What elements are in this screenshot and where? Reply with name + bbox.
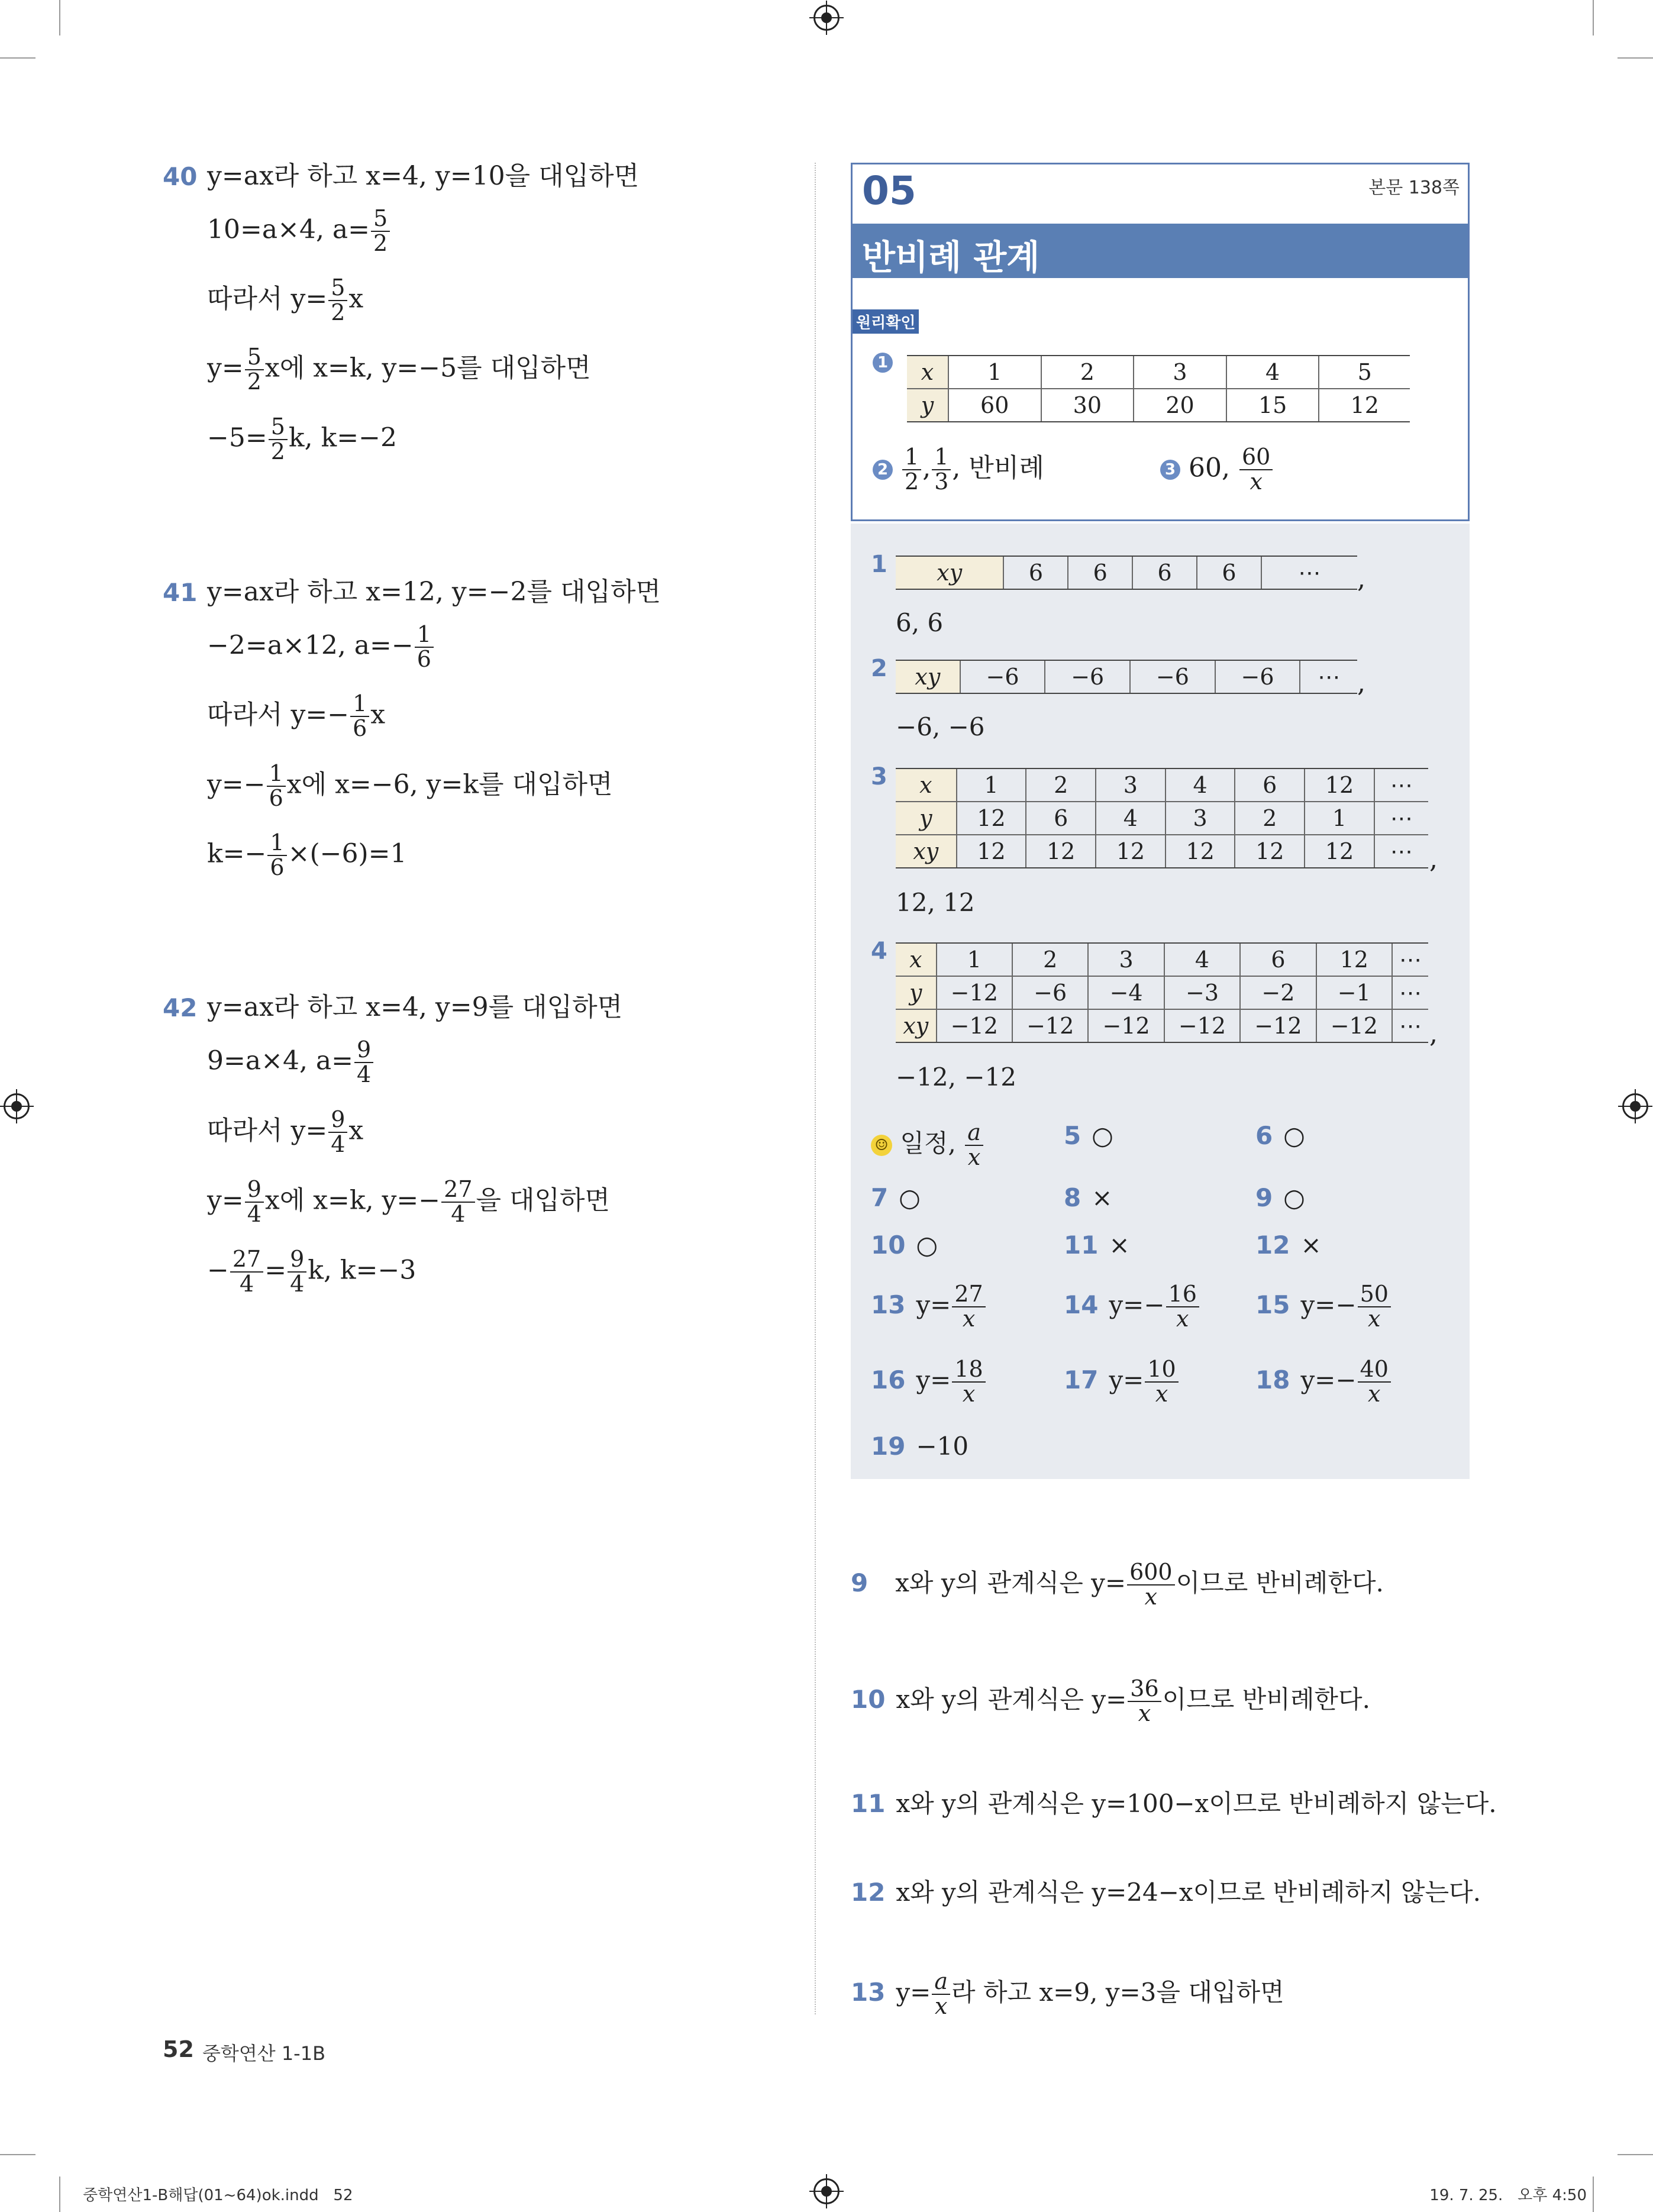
table-cell: ⋯	[1392, 1009, 1428, 1042]
explanation-10: 10 x와 y의 관계식은 y= $\frac{36}{x}$ 이므로 반비례한다.	[851, 1675, 1370, 1726]
table-cell: −12	[1088, 1009, 1164, 1042]
principle-tag: 원리확인	[853, 309, 919, 334]
table-cell: 6	[1235, 768, 1305, 802]
crop-mark	[0, 57, 35, 59]
problem-number: 42	[163, 993, 198, 1022]
file-slug: 중학연산1-B해답(01~64)ok.indd 52	[83, 2187, 353, 2204]
table-cell: 1	[957, 768, 1026, 802]
table-cell: xy	[896, 660, 960, 693]
table-cell: xy	[896, 556, 1003, 589]
table-cell: 12	[1026, 835, 1096, 868]
table-cell: −6	[960, 660, 1045, 693]
registration-mark-icon	[1622, 1093, 1648, 1119]
table-cell: −12	[1316, 1009, 1392, 1042]
answer-14: 14 y=− $\frac{16}{x}$	[1064, 1283, 1200, 1331]
page-number: 52	[163, 2036, 194, 2062]
table-cell: 6	[1132, 556, 1197, 589]
problem-number: 41	[163, 578, 198, 607]
table-cell: −2	[1240, 976, 1316, 1009]
comma: ,	[1357, 564, 1365, 594]
table-cell: −6	[1045, 660, 1130, 693]
table-cell: −3	[1164, 976, 1240, 1009]
solution-line: − $\frac{27}{4}$ = $\frac{9}{4}$ k, k=−3	[207, 1246, 417, 1297]
table-cell: 12	[957, 835, 1026, 868]
principle-2: 2 $\frac{1}{2}$ , $\frac{1}{3}$ , 반비례	[873, 445, 1044, 494]
table-cell: 12	[1166, 835, 1235, 868]
table-cell: ⋯	[1392, 976, 1428, 1009]
solution-line: k=− $\frac{1}{6}$ ×(−6)=1	[207, 829, 407, 880]
registration-mark-icon	[813, 2178, 840, 2204]
answer-number: 1	[871, 551, 887, 578]
registration-mark-icon	[813, 5, 840, 31]
principle-3: 3 60, $\frac{60}{x}$	[1160, 445, 1274, 494]
answer-5: 5 ○	[1064, 1121, 1113, 1150]
table-cell: 12	[1305, 768, 1374, 802]
answer-19: 19 −10	[871, 1432, 969, 1461]
solution-line: y=− $\frac{1}{6}$ x에 x=−6, y=k를 대입하면	[207, 760, 613, 811]
table-cell: 1	[1305, 802, 1374, 835]
principle-box	[851, 163, 1470, 521]
table-cell: 3	[1088, 943, 1164, 976]
column-divider	[815, 163, 816, 2014]
answer-result: −6, −6	[896, 712, 985, 741]
solution-line: 따라서 y= $\frac{9}{4}$ x	[207, 1106, 364, 1157]
section-title: 반비례 관계	[862, 237, 1040, 277]
crop-mark	[1618, 57, 1653, 59]
table-cell: 1	[948, 356, 1041, 389]
table-cell: −12	[937, 1009, 1012, 1042]
table-cell: 20	[1134, 389, 1226, 422]
table-cell: xy	[896, 1009, 937, 1042]
table-cell: 12	[1319, 389, 1410, 422]
table-cell: 6	[1068, 556, 1132, 589]
table-cell: 1	[937, 943, 1012, 976]
comma: ,	[1357, 668, 1365, 698]
print-timestamp: 19. 7. 25. 오후 4:50	[1429, 2187, 1587, 2204]
table-cell: 12	[1305, 835, 1374, 868]
table-cell: −6	[1012, 976, 1088, 1009]
answer-7: 7 ○	[871, 1183, 921, 1212]
crop-mark	[59, 0, 60, 35]
table-cell: 2	[1041, 356, 1134, 389]
section-title-bar	[853, 224, 1468, 278]
table-cell: 4	[1226, 356, 1319, 389]
answer-number: 2	[871, 655, 887, 682]
table-cell: y	[907, 389, 948, 422]
table-cell: 6	[1026, 802, 1096, 835]
table-cell: 3	[1096, 768, 1166, 802]
table-cell: −12	[1164, 1009, 1240, 1042]
answer-13: 13 y= $\frac{27}{x}$	[871, 1283, 987, 1331]
table-cell: y	[896, 802, 957, 835]
answer-table-3	[896, 768, 1428, 868]
answer-9: 9 ○	[1255, 1183, 1305, 1212]
table-cell: 2	[1012, 943, 1088, 976]
solution-line: −2=a×12, a=− $\frac{1}{6}$	[207, 623, 435, 671]
comma: ,	[1429, 844, 1438, 874]
table-cell: −1	[1316, 976, 1392, 1009]
solution-line: y= $\frac{9}{4}$ x에 x=k, y=− $\frac{27}{4}$ 을 대입하면	[207, 1176, 611, 1227]
table-cell: −6	[1215, 660, 1300, 693]
answer-18: 18 y=− $\frac{40}{x}$	[1255, 1358, 1392, 1406]
section-number: 05	[862, 168, 916, 214]
answer-12: 12 ×	[1255, 1231, 1322, 1260]
answer-15: 15 y=− $\frac{50}{x}$	[1255, 1283, 1392, 1331]
answer-result: 6, 6	[896, 608, 944, 637]
smile-icon: ☺	[871, 1135, 892, 1156]
table-cell: 12	[1316, 943, 1392, 976]
table-cell: 12	[957, 802, 1026, 835]
solution-line: 9=a×4, a= $\frac{9}{4}$	[207, 1038, 374, 1087]
table-cell: x	[896, 943, 937, 976]
solution-line: 따라서 y= $\frac{5}{2}$ x	[207, 275, 364, 325]
solution-line: 10=a×4, a= $\frac{5}{2}$	[207, 207, 391, 256]
table-cell: ⋯	[1374, 802, 1428, 835]
table-cell: 6	[1003, 556, 1068, 589]
table-cell: −12	[937, 976, 1012, 1009]
table-cell: 5	[1319, 356, 1410, 389]
explanation-12: 12 x와 y의 관계식은 y=24−x이므로 반비례하지 않는다.	[851, 1878, 1481, 1907]
circle-number: 1	[873, 353, 893, 373]
table-cell: 4	[1166, 768, 1235, 802]
answer-result: 12, 12	[896, 888, 975, 917]
table-cell: ⋯	[1392, 943, 1428, 976]
registration-mark-icon	[4, 1093, 30, 1119]
table-cell: 4	[1096, 802, 1166, 835]
explanation-9: 9 x와 y의 관계식은 y= $\frac{600}{x}$ 이므로 반비례한다.	[851, 1559, 1384, 1610]
table-cell: 3	[1166, 802, 1235, 835]
solution-line: −5= $\frac{5}{2}$ k, k=−2	[207, 414, 397, 464]
crop-mark	[1593, 2177, 1594, 2212]
table-cell: 30	[1041, 389, 1134, 422]
crop-mark	[1618, 2154, 1653, 2155]
table-cell: 2	[1235, 802, 1305, 835]
answer-11: 11 ×	[1064, 1231, 1130, 1260]
solution-line: y= $\frac{5}{2}$ x에 x=k, y=−5를 대입하면	[207, 344, 591, 395]
table-cell: ⋯	[1300, 660, 1357, 693]
answer-16: 16 y= $\frac{18}{x}$	[871, 1358, 987, 1406]
table-cell: 60	[948, 389, 1041, 422]
explanation-13: 13 y= $\frac{a}{x}$ 라 하고 x=9, y=3을 대입하면	[851, 1968, 1284, 2019]
answer-smile: ☺ 일정, $\frac{a}{x}$	[871, 1121, 984, 1170]
table-cell: ⋯	[1374, 835, 1428, 868]
answer-10: 10 ○	[871, 1231, 938, 1260]
table-cell: ⋯	[1261, 556, 1357, 589]
table-cell: 4	[1164, 943, 1240, 976]
table-cell: −12	[1012, 1009, 1088, 1042]
answer-17: 17 y= $\frac{10}{x}$	[1064, 1358, 1180, 1406]
crop-mark	[59, 2177, 60, 2212]
solution-line: 따라서 y=− $\frac{1}{6}$ x	[207, 690, 386, 741]
answer-6: 6 ○	[1255, 1121, 1305, 1150]
table-cell: 12	[1235, 835, 1305, 868]
answers-panel	[851, 524, 1470, 1479]
table-cell: −12	[1240, 1009, 1316, 1042]
table-cell: xy	[896, 835, 957, 868]
solution-line: y=ax라 하고 x=4, y=10을 대입하면	[207, 161, 640, 191]
table-cell: 6	[1197, 556, 1261, 589]
table-cell: ⋯	[1374, 768, 1428, 802]
solution-line: y=ax라 하고 x=4, y=9를 대입하면	[207, 992, 623, 1022]
table-cell: y	[896, 976, 937, 1009]
table-cell: 3	[1134, 356, 1226, 389]
answer-table-4	[896, 942, 1428, 1043]
table-cell: x	[907, 356, 948, 389]
comma: ,	[1429, 1019, 1438, 1049]
book-title: 중학연산 1-1B	[202, 2042, 326, 2065]
crop-mark	[0, 2154, 35, 2155]
answer-result: −12, −12	[896, 1063, 1016, 1092]
explanation-11: 11 x와 y의 관계식은 y=100−x이므로 반비례하지 않는다.	[851, 1789, 1497, 1818]
table-cell: x	[896, 768, 957, 802]
page-reference: 본문 138쪽	[1368, 177, 1460, 198]
table-cell: 12	[1096, 835, 1166, 868]
principle-table	[907, 355, 1410, 422]
problem-number: 40	[163, 162, 198, 191]
answer-8: 8 ×	[1064, 1183, 1113, 1212]
answer-number: 4	[871, 938, 887, 965]
solution-line: y=ax라 하고 x=12, y=−2를 대입하면	[207, 577, 661, 607]
answer-table-2	[896, 660, 1357, 694]
table-cell: −4	[1088, 976, 1164, 1009]
table-cell: 15	[1226, 389, 1319, 422]
crop-mark	[1593, 0, 1594, 35]
answer-table-1	[896, 556, 1357, 590]
table-cell: 2	[1026, 768, 1096, 802]
answer-number: 3	[871, 763, 887, 790]
table-cell: 6	[1240, 943, 1316, 976]
table-cell: −6	[1130, 660, 1215, 693]
